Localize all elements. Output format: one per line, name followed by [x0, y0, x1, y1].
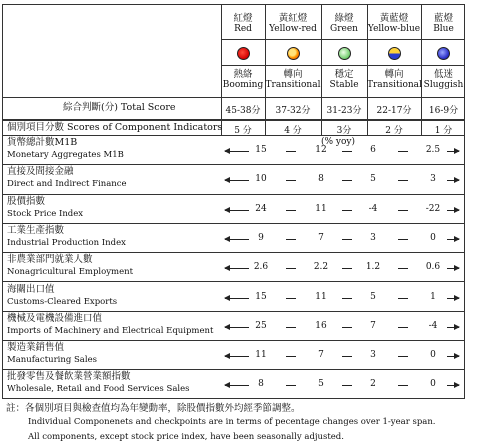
divider [221, 39, 464, 40]
threshold-value: 5 [370, 174, 376, 185]
green-light-icon [338, 47, 351, 60]
status-en: Transitional [367, 80, 422, 90]
signal-name-en: Blue [433, 24, 454, 34]
threshold-value: 9 [258, 232, 264, 243]
indicator-name-en: Imports of Machinery and Electrical Equipment [7, 325, 214, 336]
threshold-value: 7 [318, 232, 324, 243]
separator-dash [286, 327, 296, 328]
indicator-name-en: Nonagricultural Employment [7, 267, 134, 278]
signal-red-header [221, 13, 265, 35]
indicator-name-zh: 非農業部門就業人數 [7, 254, 93, 266]
threshold-value: 24 [255, 203, 267, 214]
threshold-value: 11 [315, 203, 327, 214]
threshold-value: 11 [315, 291, 327, 302]
indicator-name-en: Industrial Production Index [7, 237, 126, 248]
total-score-value: 16-9分 [428, 106, 459, 116]
separator-dash [286, 298, 296, 299]
separator-dash [286, 210, 296, 211]
yellow-red-light-icon [287, 47, 300, 60]
indicator-name-zh: 直接及間接金融 [7, 166, 74, 178]
signal-name-en: Red [234, 24, 252, 34]
separator-dash [398, 180, 408, 181]
threshold-value: 15 [255, 145, 267, 155]
right-arrow-icon [447, 356, 459, 357]
signal-name-zh: 藍燈 [433, 13, 453, 24]
signal-status [265, 69, 321, 91]
separator-dash [398, 356, 408, 357]
threshold-value: 11 [255, 350, 267, 361]
threshold-value: 2.5 [425, 145, 441, 155]
indicator-name-zh: 海關出口值 [7, 283, 55, 295]
threshold-value: 3 [370, 350, 376, 361]
separator-dash [342, 239, 352, 240]
threshold-value: 0 [430, 379, 436, 390]
right-arrow-icon [447, 298, 459, 299]
signal-name-zh: 紅燈 [233, 13, 253, 24]
indicator-name-en: Wholesale, Retail and Food Services Sales [7, 384, 190, 395]
footnote-en-2: All components, except stock price index, have been seasonally adjusted. [28, 432, 344, 442]
separator-dash [398, 268, 408, 269]
status-en: Transitional [265, 80, 321, 90]
component-score-label: 個別項目分數 Scores of Component Indicators [7, 122, 223, 133]
indicator-name-zh: 貨幣總計數M1B [7, 137, 78, 148]
component-points: 4 分 [284, 126, 302, 136]
right-arrow-icon [447, 385, 459, 386]
blue-light-icon [437, 47, 450, 60]
signal-status [367, 69, 421, 91]
status-zh: 轉向 [283, 69, 303, 80]
indicator-row [3, 194, 464, 223]
indicator-row [3, 164, 464, 193]
threshold-value: 5 [370, 291, 376, 302]
separator-dash [342, 356, 352, 357]
indicator-row [3, 311, 464, 340]
divider [3, 97, 464, 98]
signal-name-zh: 黃藍燈 [379, 13, 409, 24]
component-points: 2 分 [385, 126, 403, 136]
separator-dash [286, 151, 296, 152]
separator-dash [342, 385, 352, 386]
signal-yellow-blue-header [367, 13, 421, 35]
separator-dash [398, 239, 408, 240]
status-zh: 轉向 [384, 69, 404, 80]
separator-dash [398, 151, 408, 152]
threshold-value: 2.6 [253, 262, 269, 273]
right-arrow-icon [447, 239, 459, 240]
status-en: Stable [329, 80, 359, 90]
component-points: 5 分 [234, 126, 252, 136]
status-en: Booming [222, 80, 264, 90]
separator-dash [398, 298, 408, 299]
indicator-table [2, 4, 465, 399]
total-score-label: 綜合判斷(分) Total Score [63, 102, 176, 113]
red-light-icon [237, 47, 250, 60]
threshold-value: -22 [425, 203, 441, 214]
separator-dash [286, 239, 296, 240]
status-zh: 穩定 [334, 69, 354, 80]
separator-dash [286, 385, 296, 386]
indicator-name-zh: 機械及電機設備進口值 [7, 312, 103, 324]
indicator-name-en: Stock Price Index [7, 208, 84, 219]
right-arrow-icon [447, 151, 459, 152]
status-zh: 低迷 [433, 69, 453, 80]
separator-dash [342, 327, 352, 328]
separator-dash [342, 298, 352, 299]
threshold-value: 1 [430, 291, 436, 302]
threshold-value: 0.6 [425, 262, 441, 273]
signal-status [221, 69, 265, 91]
indicator-row [3, 223, 464, 252]
indicator-row [3, 252, 464, 281]
threshold-value: 25 [255, 320, 267, 331]
total-score-value: 37-32分 [275, 106, 311, 116]
footnote-zh: 註：各個別項目與檢查值均為年變動率，除股價指數外均經季節調整。 [6, 403, 301, 414]
indicator-name-en: Customs-Cleared Exports [7, 296, 118, 307]
signal-blue-header [421, 13, 466, 35]
threshold-value: 0 [430, 350, 436, 361]
indicator-name-zh: 批發零售及餐飲業營業額指數 [7, 371, 131, 383]
separator-dash [342, 268, 352, 269]
separator-dash [398, 385, 408, 386]
signal-name-zh: 綠燈 [334, 13, 354, 24]
indicator-name-en: Manufacturing Sales [7, 355, 97, 366]
indicator-name-zh: 製造業銷售值 [7, 342, 65, 354]
threshold-value: 16 [315, 320, 327, 331]
separator-dash [342, 210, 352, 211]
right-arrow-icon [447, 180, 459, 181]
separator-dash [398, 210, 408, 211]
indicator-name-zh: 工業生產指數 [7, 224, 65, 236]
indicator-name-en: Monetary Aggregates M1B [7, 150, 124, 160]
threshold-value: 3 [370, 232, 376, 243]
unit-label: (% yoy) [321, 137, 356, 147]
separator-dash [286, 180, 296, 181]
threshold-value: 0 [430, 232, 436, 243]
threshold-value: 8 [258, 379, 264, 390]
separator-dash [342, 151, 352, 152]
total-score-value: 22-17分 [376, 106, 412, 116]
signal-status [321, 69, 367, 91]
status-en: Sluggish [423, 80, 464, 90]
right-arrow-icon [447, 327, 459, 328]
threshold-value: 7 [318, 350, 324, 361]
threshold-value: 7 [370, 320, 376, 331]
total-score-value: 31-23分 [326, 106, 362, 116]
threshold-value: 2 [370, 379, 376, 390]
signal-name-en: Yellow-blue [367, 24, 421, 34]
separator-dash [342, 180, 352, 181]
signal-name-en: Green [330, 24, 358, 34]
signal-name-zh: 黃紅燈 [278, 13, 308, 24]
indicator-row [3, 135, 464, 164]
yellow-blue-light-icon [388, 47, 401, 60]
status-zh: 熱絡 [233, 69, 253, 80]
divider [3, 119, 464, 121]
threshold-value: -4 [368, 203, 378, 214]
threshold-value: 1.2 [365, 262, 381, 273]
component-points: 3分 [336, 126, 352, 136]
indicator-name-en: Direct and Indirect Finance [7, 179, 127, 190]
right-arrow-icon [447, 210, 459, 211]
signal-status [421, 69, 466, 91]
right-arrow-icon [447, 268, 459, 269]
separator-dash [398, 327, 408, 328]
signal-yellow-red-header [265, 13, 321, 35]
threshold-value: 10 [255, 174, 267, 185]
separator-dash [286, 268, 296, 269]
threshold-value: 8 [318, 174, 324, 185]
separator-dash [286, 356, 296, 357]
component-points: 1 分 [434, 126, 453, 136]
indicator-row [3, 369, 464, 398]
threshold-value: 15 [255, 291, 267, 302]
threshold-value: 6 [370, 145, 376, 155]
threshold-value: -4 [428, 320, 438, 331]
indicator-name-zh: 股價指數 [7, 195, 46, 207]
total-score-value: 45-38分 [225, 106, 261, 116]
threshold-value: 5 [318, 379, 324, 390]
signal-green-header [321, 13, 367, 35]
threshold-value: 12 [315, 145, 327, 155]
divider [221, 65, 464, 66]
signal-name-en: Yellow-red [269, 24, 317, 34]
indicator-row [3, 282, 464, 311]
footnote-en-1: Individual Componenets and checkpoints are in terms of pecentage changes over 1-year span. [28, 417, 436, 427]
threshold-value: 2.2 [313, 262, 329, 273]
threshold-value: 3 [430, 174, 436, 185]
indicator-row [3, 340, 464, 369]
